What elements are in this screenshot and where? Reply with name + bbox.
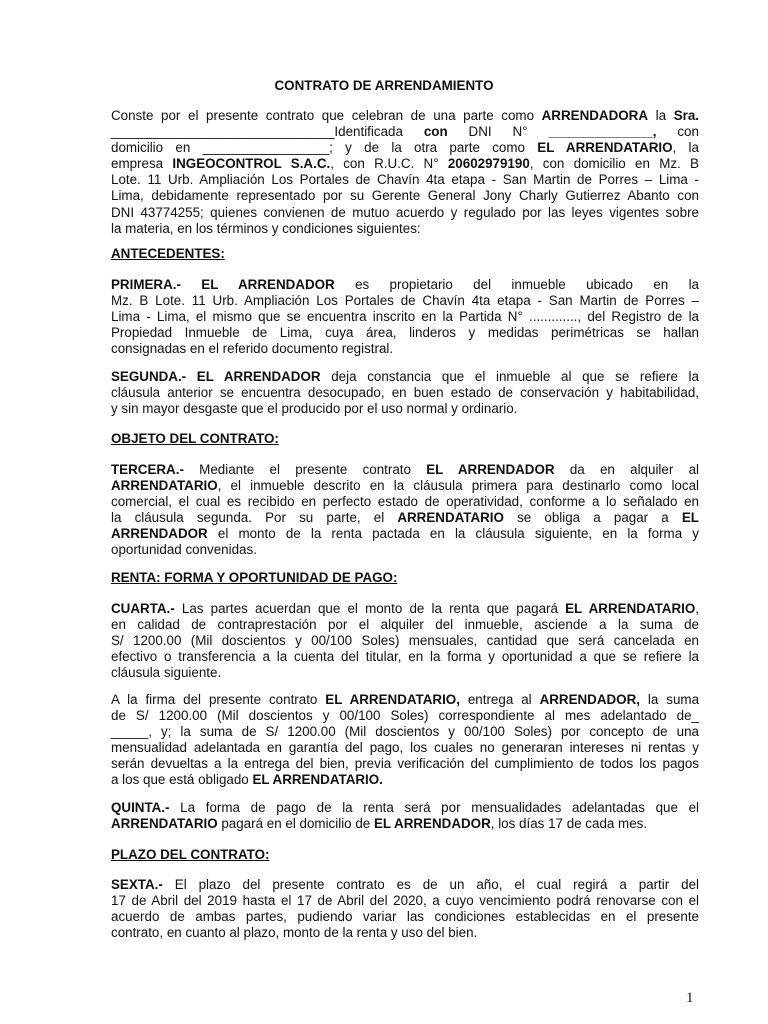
- heading-antecedentes: ANTECEDENTES:: [111, 246, 225, 261]
- heading-renta: RENTA: FORMA Y OPORTUNIDAD DE PAGO:: [111, 570, 398, 585]
- clause-sexta: SEXTA.- El plazo del presente contrato es de un año, el cual regirá a partir del 17 de Abril del 2019 hasta el 17 de Abril del 2020, a cuyo vencimiento podrá renovarse con el acuerdo de ambas partes, pudiendo variar las condiciones establecidas en el presente contrato, en cuanto al plazo, monto de la renta y uso del bien.: [111, 877, 699, 941]
- heading-objeto: OBJETO DEL CONTRATO:: [111, 431, 279, 446]
- paragraph-firma: A la firma del presente contrato EL ARRENDATARIO, entrega al ARRENDADOR, la suma de S/ 1200.00 (Mil doscientos y 00/100 Soles) correspondiente al mes adelantado de_ _____, y; la suma de S/ 1200.00 (Mil doscientos y 00/100 Soles) por concepto de una mensualidad adelantada en garantía del pago, los cuales no generaran intereses ni rentas y serán devueltas a la entrega del bien, previa verificación del cumplimiento de todos los pagos a los que está obligado EL ARRENDATARIO.: [111, 692, 700, 788]
- clause-quinta: QUINTA.- La forma de pago de la renta será por mensualidades adelantadas que el ARRENDATARIO pagará en el domicilio de EL ARRENDADOR, los días 17 de cada mes.: [111, 800, 699, 832]
- intro-paragraph: Conste por el presente contrato que celebran de una parte como ARRENDADORA la Sra. ______________________________Identificada con DNI N° ______________, con domicilio en _________________; y de la otra parte como EL ARRENDATARIO, la empresa INGEOCONTROL S.A.C., con R.U.C. N° 20602979190, con domicilio en Mz. B Lote. 11 Urb. Ampliación Los Portales de Chavín 4ta etapa - San Martin de Porres – Lima - Lima, debidamente representado por su Gerente General Jony Charly Gutierrez Abanto con DNI 43774255; quienes convienen de mutuo acuerdo y regulado por las leyes vigentes sobre la materia, en los términos y condiciones siguientes:: [111, 108, 699, 236]
- clause-primera: PRIMERA.- EL ARRENDADOR es propietario del inmueble ubicado en la Mz. B Lote. 11 Urb. Ampliación Los Portales de Chavín 4ta etapa - San Martin de Porres – Lima - Lima, el mismo que se encuentra inscrito en la Partida N° ............., del Registro de la Propiedad Inmueble de Lima, cuya área, linderos y medidas perimétricas se hallan consignadas en el referido documento registral.: [111, 277, 700, 357]
- clause-tercera: TERCERA.- Mediante el presente contrato EL ARRENDADOR da en alquiler al ARRENDATARIO, el inmueble descrito en la cláusula primera para destinarlo como local comercial, el cual es recibido en perfecto estado de operatividad, conforme a lo señalado en la cláusula segunda. Por su parte, el ARRENDATARIO se obliga a pagar a EL ARRENDADOR el monto de la renta pactada en la cláusula siguiente, en la forma y oportunidad convenidas.: [111, 462, 699, 558]
- heading-plazo: PLAZO DEL CONTRATO:: [111, 847, 270, 862]
- clause-cuarta: CUARTA.- Las partes acuerdan que el monto de la renta que pagará EL ARRENDATARIO, en calidad de contraprestación por el alquiler del inmueble, asciende a la suma de S/ 1200.00 (Mil doscientos y 00/100 Soles) mensuales, cantidad que será cancelada en efectivo o transferencia a la cuenta del titular, en la forma y oportunidad a que se refiere la cláusula siguiente.: [111, 601, 699, 681]
- document-title: CONTRATO DE ARRENDAMIENTO: [274, 78, 494, 93]
- page-number: 1: [686, 990, 694, 1006]
- clause-segunda: SEGUNDA.- EL ARRENDADOR deja constancia que el inmueble al que se refiere la cláusula anterior se encuentra desocupado, en buen estado de conservación y habitabilidad, y sin mayor desgaste que el producido por el uso normal y ordinario.: [111, 369, 699, 417]
